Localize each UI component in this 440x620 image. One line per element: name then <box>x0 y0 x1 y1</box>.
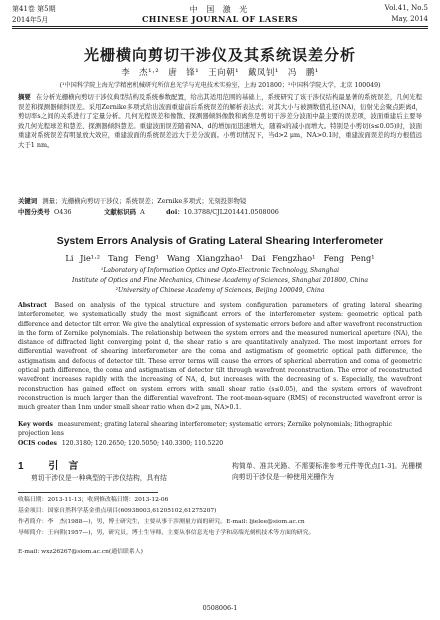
footnote-author: 作者简介：李 杰(1988—)，男，博士研究生，主要从事干涉测量方面的研究。E-mail: ljielee@siom.ac.cn <box>18 519 305 525</box>
clc-label: 中图分类号 <box>18 208 50 216</box>
classification-row <box>18 208 422 217</box>
ocis-label: OCIS codes <box>18 440 57 447</box>
doc-code: A <box>140 208 145 216</box>
abstract-cn <box>18 93 422 151</box>
doc-label: 文献标识码 <box>104 208 136 216</box>
doi-label: doi： <box>166 208 184 216</box>
volume-cn: 第41卷 第5期 <box>12 5 56 13</box>
abstract-cn-text: 在分析光栅横向剪切干涉仪典型结构及系统参数配置，给出其适用范围的基础上，系统研究了该干涉仪结构最显著的系统误差，几何光程误差和探测器倾斜误差。采用Zernike多项式给出波面重建前后系统误差的解析表达式；对其大小与被测数值孔径(NA)，衍射光会聚点距离d，剪切率s之间的关系进行了定量分析。几何光程误差和像散、探测器倾斜像散和离焦是剪切干涉差分波面中最主要的误差项，波面重建后主要导致几何光程球差和慧差、探测器倾斜慧差。重建波面误差随着NA、d的增加而迅速增大，随着s的减小而增大。特别是小剪切(s≤0.05)时，波面重建对系统误差有明显放大效应，重建波面的系统误差远大于差分波面。小剪切情况下，当d>2 μm，NA>0.1时，重建波面误差的均方根值远大于1 nm。 <box>18 93 422 149</box>
intro-text-right: 构简单、准共光路、不需要标准参考元件等优点[1-3]。光栅横向剪切干涉仪是一种使用光栅作为 <box>232 462 422 481</box>
intro-text-left: 剪切干涉仪是一种典型的干涉仪结构，具有结 <box>31 474 167 482</box>
page-number: 0508006-1 <box>202 604 238 612</box>
date-cn: 2014年5月 <box>12 16 49 24</box>
authors-cn: 李 杰¹·² 唐 锋¹ 王向朝¹ 戴凤钊¹ 冯 鹏¹ <box>121 68 319 78</box>
paper-title-en: System Errors Analysis of Grating Lateral Shearing Interferometer <box>56 236 384 247</box>
abstract-cn-label: 摘要 <box>18 93 31 101</box>
affiliation-en-line1: ¹Laboratory of Information Optics and Opto-Electronic Technology, Shanghai <box>100 267 340 274</box>
authors-en: Li Jie¹·² Tang Feng¹ Wang Xiangzhao¹ Dai Fengzhao¹ Feng Peng¹ <box>65 253 375 263</box>
clc-code: O436 <box>54 208 72 216</box>
journal-name-en: CHINESE JOURNAL OF LASERS <box>141 14 299 24</box>
footnote-fund: 基金项目：国家自然科学基金重点项目(60938003,61205102,61275207) <box>18 508 217 514</box>
keywords-cn-label: 关键词 <box>18 197 38 205</box>
keywords-en-text: measurement; grating lateral shearing interferometer; systematic errors; Zernike polynomials; lithographic projection lens <box>18 421 392 438</box>
journal-name-cn: 中 国 激 光 <box>189 5 251 14</box>
footnote-received: 收稿日期：2013-11-13；收到修改稿日期：2013-12-06 <box>18 497 169 503</box>
header-rule <box>12 26 428 27</box>
keywords-en <box>18 420 422 439</box>
date-en: May, 2014 <box>391 15 428 23</box>
ocis-codes <box>18 439 422 448</box>
abstract-en-label: Abstract <box>18 302 47 309</box>
affiliation-cn: (¹中国科学院上海光学精密机械研究所信息光学与光电技术实验室，上海 201800；²中国科学院大学，北京 100049) <box>59 82 381 89</box>
affiliation-en-line2: Institute of Optics and Fine Mechanics, Chinese Academy of Sciences, Shanghai 201800, China <box>71 277 369 284</box>
header-rule-thin <box>12 28 428 29</box>
keywords-cn <box>18 197 422 206</box>
running-header <box>12 4 428 28</box>
volume-en: Vol.41, No.5 <box>384 4 428 12</box>
footnote-advisor-email: E-mail: wxz26267@siom.ac.cn(通信联系人) <box>18 549 143 555</box>
abstract-en <box>18 301 422 413</box>
abstract-en-text: Based on analysis of the typical structure and system configuration parameters of grating lateral shearing interferometer, we systematically study the most significant errors of the interferometer system: geometric optical path difference and detector tilt error. We give the analytical expression of systematic errors before and after wavefront reconstruction in the form of Zernike polynomials. The relationship between the system errors and the measured numerical aperture (NA), the distance of diffracted light converging point d, the shear ratio s are quantitatively analyzed. The most important errors for differential wavefront of shearing interferometer are the coma and astigmatism of geometric optical path difference, the astigmatism and defocus of detector tilt. These error terms will cause the errors of spherical aberration and coma of geometric optical path difference, the coma and astigmatism of detector tilt through wavefront reconstruction. The error of reconstructed wavefront increases rapidly with the increasing of NA, d, but increases with the decreasing of s. Especially, the wavefront reconstruction has gained effect on system errors with small shear ratio (s≤0.05), and the system errors of wavefront reconstruction is much larger than the differential wavefront. The root-mean-square (RMS) of reconstructed wavefront error is much greater than 1nm under small shear ratio when d>2 μm, NA>0.1. <box>18 302 423 412</box>
section-number: 1 <box>18 461 24 472</box>
footnote-advisor: 导师简介：王向朝(1957—)，男，研究员，博士生导师，主要从事信息光电子学和高端光刻机技术等方面的研究。 <box>18 530 315 536</box>
footnote-rule <box>18 492 158 493</box>
section-title: 引 言 <box>48 461 79 472</box>
ocis-text: 120.3180; 120.2650; 120.5050; 140.3300; 110.5220 <box>61 440 224 447</box>
doi-link[interactable]: 10.3788/CJL201441.0508006 <box>183 208 279 216</box>
affiliation-en-line3: ²University of Chinese Academy of Sciences, Beijing 100049, China <box>115 287 325 294</box>
section-heading <box>18 457 78 472</box>
keywords-en-label: Key words <box>18 421 53 428</box>
keywords-cn-text: 测量；光栅横向剪切干涉仪；系统误差；Zernike多项式；光刻投影物镜 <box>42 197 247 205</box>
paper-title-cn: 光栅横向剪切干涉仪及其系统误差分析 <box>83 46 356 64</box>
